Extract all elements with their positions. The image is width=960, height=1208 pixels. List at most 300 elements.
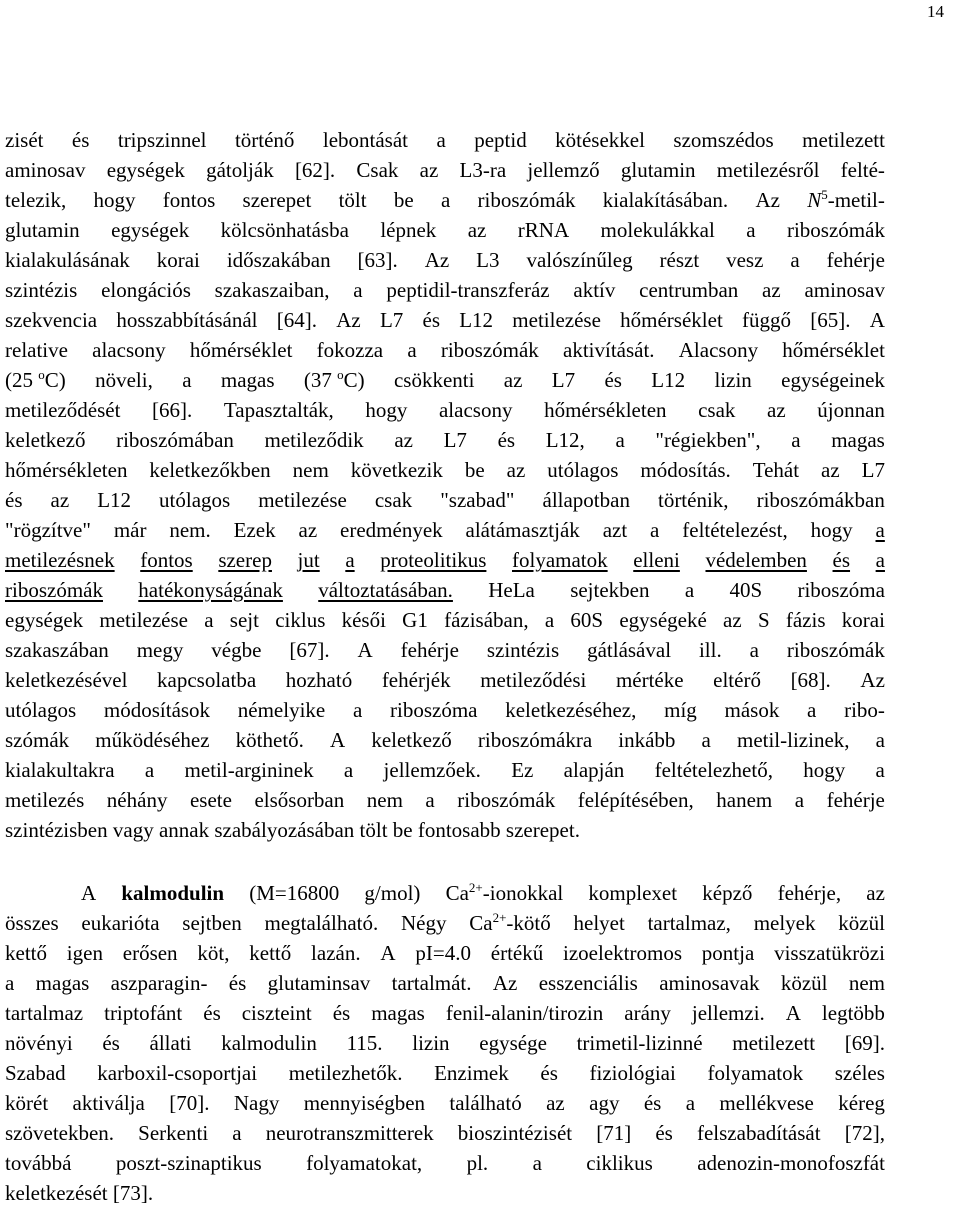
word: magas: [371, 1001, 425, 1025]
word: [72],: [844, 1121, 885, 1145]
word: alátámasztják: [465, 518, 580, 542]
text-line: [5, 968, 885, 998]
word: növeli,: [95, 368, 153, 392]
text-line: [5, 125, 885, 155]
word: peptid: [474, 128, 527, 152]
word: hosszabbításánál: [116, 308, 258, 332]
text-line: [5, 365, 885, 395]
word: és: [497, 428, 516, 452]
word: a: [232, 1121, 242, 1145]
word: fehérje,: [777, 881, 842, 905]
word: A: [869, 308, 885, 332]
word: a: [407, 338, 417, 362]
word: Az: [860, 668, 885, 692]
text-line: [5, 1088, 885, 1118]
word: hatékonyságának: [138, 578, 283, 602]
text-line: keletkezését [73].: [5, 1181, 154, 1205]
word: Az: [336, 308, 361, 332]
word: tartalmaz: [5, 1001, 84, 1025]
word: keletkező: [371, 728, 452, 752]
word: kialakulásának: [5, 248, 130, 272]
text-line: [5, 245, 885, 275]
word: jellemző: [527, 158, 600, 182]
word: végbe: [211, 638, 262, 662]
word: igen: [66, 941, 103, 965]
word: hanem: [716, 788, 773, 812]
word: 60S: [570, 608, 604, 632]
word: a: [345, 548, 355, 572]
word: poszt-szinaptikus: [115, 1151, 262, 1175]
word: hőmérséklet: [189, 338, 293, 362]
word: mellékvese: [719, 1091, 814, 1115]
word: a: [791, 428, 801, 452]
word: visszatükrözi: [774, 941, 885, 965]
word: nem.: [169, 518, 211, 542]
word: egységeké: [619, 608, 707, 632]
word: nem: [292, 458, 329, 482]
word: riboszómákra: [477, 728, 593, 752]
word: riboszóma: [390, 698, 478, 722]
text-line: [5, 755, 885, 785]
word: és: [540, 1061, 558, 1085]
text-line: [5, 425, 885, 455]
word: metilezése: [512, 308, 601, 332]
word: ill.: [698, 638, 722, 662]
word: és: [332, 1001, 351, 1025]
text-line: [5, 335, 885, 365]
word: aminosavak: [659, 971, 760, 995]
word: köthető.: [235, 728, 304, 752]
word: $Ca^{2+}$-ionokkal: [445, 880, 564, 905]
word: metileződési: [480, 668, 587, 692]
word: szerep: [218, 548, 272, 572]
word: a: [790, 248, 800, 272]
word: L12,: [545, 428, 585, 452]
word: fehérje: [400, 638, 459, 662]
word: inkább: [618, 728, 676, 752]
text-line: [5, 605, 885, 635]
word: fehérje: [826, 248, 885, 272]
word: mennyiségben: [303, 1091, 426, 1115]
word: A: [357, 638, 373, 662]
word: Ezek: [233, 518, 276, 542]
word: [70].: [169, 1091, 210, 1115]
word: riboszómákban: [756, 488, 885, 512]
word: az: [866, 881, 885, 905]
word: nem: [366, 788, 403, 812]
text-line: [5, 185, 885, 215]
word: magas: [220, 368, 275, 392]
word: megtalálható.: [264, 911, 379, 935]
text-line: [5, 395, 885, 425]
document-body: [5, 125, 885, 1208]
word: feltételezést,: [682, 518, 788, 542]
word: keletkezésével: [5, 668, 128, 692]
word: mások: [724, 698, 780, 722]
word: és: [102, 1031, 120, 1055]
word: aminosav: [804, 278, 885, 302]
word: azt: [602, 518, 628, 542]
word: (37 $^o$C): [303, 367, 365, 392]
word: L3: [476, 248, 500, 272]
word: sejt: [229, 608, 259, 632]
word: módosítások: [103, 698, 211, 722]
text-line: [5, 998, 885, 1028]
word: HeLa: [488, 578, 535, 602]
word: változtatásában.: [318, 578, 453, 602]
word: metilezésről: [716, 158, 820, 182]
word: az: [821, 458, 840, 482]
word: működéséhez: [95, 728, 210, 752]
word: glutaminsav: [267, 971, 371, 995]
word: gátolják: [206, 158, 274, 182]
word: alapján: [563, 758, 625, 782]
word: a: [182, 368, 192, 392]
word: magas: [831, 428, 885, 452]
word: a: [615, 428, 625, 452]
word: már: [113, 518, 147, 542]
word: folyamatok: [512, 548, 608, 572]
word: kalmodulin: [121, 881, 225, 905]
word: neurotranszmitterek: [265, 1121, 434, 1145]
word: aktív: [573, 278, 616, 302]
text-line: [5, 485, 885, 515]
word: utólagos: [159, 488, 231, 512]
word: függő: [742, 308, 792, 332]
word: a: [425, 788, 435, 812]
word: szintézis: [486, 638, 560, 662]
text-line: [5, 1148, 885, 1178]
word: állapotban: [542, 488, 630, 512]
word: kölcsönhatásba: [220, 218, 349, 242]
word: lebontását: [322, 128, 409, 152]
word: egysége: [479, 1031, 547, 1055]
text-line: [5, 275, 885, 305]
word: Szabad: [5, 1061, 66, 1085]
word: molekulákkal: [600, 218, 715, 242]
word: Alacsony: [678, 338, 759, 362]
word: ciszteint: [241, 1001, 312, 1025]
word: található: [449, 1091, 522, 1115]
word: fehérjék: [381, 668, 451, 692]
word: a: [749, 638, 759, 662]
word: folyamatok: [707, 1061, 804, 1085]
word: metilezése: [99, 608, 188, 632]
word: g/mol): [364, 881, 421, 905]
word: glutamin: [5, 218, 80, 242]
paragraph: [5, 125, 885, 845]
word: és: [228, 971, 247, 995]
word: L3-ra: [459, 158, 507, 182]
word: (25 $^o$C): [5, 367, 66, 392]
word: megy: [136, 638, 184, 662]
word: telezik,: [5, 188, 67, 212]
word: metileződését: [5, 398, 121, 422]
word: arány: [624, 1001, 671, 1025]
word: alacsony: [438, 398, 513, 422]
word: késői: [341, 608, 386, 632]
word: S: [757, 608, 770, 632]
word: a: [875, 518, 885, 542]
word: "rögzítve": [5, 518, 91, 542]
word: az: [762, 278, 781, 302]
word: jut: [297, 548, 320, 572]
word: szómák: [5, 728, 70, 752]
word: folyamatokat,: [306, 1151, 423, 1175]
word: A: [81, 881, 97, 905]
word: a: [685, 1091, 696, 1115]
word: felépítésében,: [577, 788, 694, 812]
word: helyet: [573, 911, 625, 935]
word: metilezés: [5, 788, 85, 812]
word: eredmények: [340, 518, 443, 542]
word: sejtben: [182, 911, 242, 935]
word: a: [746, 218, 756, 242]
word: a: [144, 758, 155, 782]
word: [62].: [294, 158, 336, 182]
word: L7: [551, 368, 576, 392]
word: és: [832, 548, 851, 572]
word: esete: [189, 788, 232, 812]
word: feltételezhető,: [654, 758, 773, 782]
word: karboxil-csoportjai: [97, 1061, 258, 1085]
word: aktiválja: [72, 1091, 145, 1115]
word: állati: [149, 1031, 192, 1055]
word: metilezhetők.: [288, 1061, 403, 1085]
word: komplexet: [588, 881, 678, 905]
word: kettő: [5, 941, 47, 965]
word: fázis: [785, 608, 826, 632]
word: tölt: [338, 188, 367, 212]
word: az: [298, 518, 318, 542]
word: és: [422, 308, 440, 332]
word: riboszómák: [786, 638, 885, 662]
word: triptofánt: [104, 1001, 183, 1025]
word: sejtekben: [570, 578, 650, 602]
word: L7: [379, 308, 404, 332]
word: a: [204, 608, 214, 632]
word: aktivítását.: [563, 338, 655, 362]
word: elsősorban: [254, 788, 345, 812]
word: [63].: [357, 248, 398, 272]
text-line: [5, 878, 885, 908]
word: 115.: [346, 1031, 383, 1055]
word: bioszintézisét: [457, 1121, 573, 1145]
word: időszakában: [226, 248, 331, 272]
word: az: [767, 398, 786, 422]
word: védelemben: [705, 548, 807, 572]
word: kettő: [249, 941, 292, 965]
word: Négy: [401, 911, 447, 935]
word: a: [875, 758, 885, 782]
word: felté-: [840, 158, 885, 182]
word: részt: [659, 248, 700, 272]
text-line: [5, 575, 885, 605]
word: riboszómák: [457, 788, 556, 812]
paragraph: [5, 878, 885, 1208]
word: a: [440, 188, 451, 212]
word: $N^5-metil-$: [807, 187, 885, 212]
word: történő: [234, 128, 295, 152]
word: [68].: [790, 668, 831, 692]
word: riboszóma: [797, 578, 885, 602]
text-line: [5, 785, 885, 815]
word: korai: [841, 608, 885, 632]
word: Enzimek: [434, 1061, 509, 1085]
word: peptidil-transzferáz: [386, 278, 550, 302]
word: növényi: [5, 1031, 73, 1055]
word: hőmérsékleten: [544, 398, 667, 422]
word: L12: [97, 488, 132, 512]
word: aminosav: [5, 158, 86, 182]
word: utólagos: [547, 458, 619, 482]
word: 40S: [729, 578, 763, 602]
word: legtöbb: [821, 1001, 885, 1025]
word: széles: [834, 1061, 885, 1085]
word: egységek: [5, 608, 84, 632]
text-line: [5, 938, 885, 968]
word: szerepet: [242, 188, 312, 212]
word: L7: [861, 458, 885, 482]
word: lizin: [412, 1031, 450, 1055]
word: be: [393, 188, 414, 212]
word: rRNA: [517, 218, 570, 242]
word: hozható: [285, 668, 353, 692]
word: izoelektromos: [563, 941, 682, 965]
word: szintézis: [5, 278, 78, 302]
word: relative: [5, 338, 68, 362]
word: újonnan: [817, 398, 885, 422]
word: és: [5, 488, 23, 512]
text-line: [5, 725, 885, 755]
word: az: [394, 428, 413, 452]
word: és: [655, 1121, 673, 1145]
word: a: [343, 758, 354, 782]
text-line: [5, 155, 885, 185]
word: pontja: [701, 941, 755, 965]
word: csökkenti: [393, 368, 475, 392]
word: szekvencia: [5, 308, 98, 332]
word: alacsony: [92, 338, 166, 362]
word: hogy: [365, 398, 408, 422]
word: metilezésnek: [5, 548, 115, 572]
word: Az: [492, 971, 518, 995]
word: hogy: [93, 188, 136, 212]
word: adenozin-monofoszfát: [697, 1151, 885, 1175]
text-line: [5, 695, 885, 725]
word: trimetil-lizinné: [576, 1031, 703, 1055]
word: kapcsolatba: [157, 668, 257, 692]
word: L7: [443, 428, 467, 452]
word: némelyike: [237, 698, 326, 722]
word: közül: [780, 971, 828, 995]
word: Csak: [356, 158, 399, 182]
word: lizin: [714, 368, 752, 392]
word: a: [650, 518, 660, 542]
word: hőmérséklet: [620, 308, 723, 332]
word: A: [330, 728, 346, 752]
word: köt,: [197, 941, 230, 965]
word: "szabad": [440, 488, 515, 512]
word: az: [50, 488, 70, 512]
text-line: [5, 305, 885, 335]
word: tripszinnel: [117, 128, 207, 152]
word: az: [723, 608, 742, 632]
word: erősen: [122, 941, 178, 965]
word: hőmérsékleten: [5, 458, 128, 482]
word: Tehát: [752, 458, 800, 482]
word: L12: [459, 308, 494, 332]
word: riboszómák: [786, 218, 885, 242]
text-line: [5, 545, 885, 575]
word: "régiekben",: [655, 428, 761, 452]
word: L12: [651, 368, 686, 392]
word: a: [701, 728, 711, 752]
word: metil-lizinek,: [736, 728, 850, 752]
word: míg: [664, 698, 697, 722]
word: következik: [350, 458, 443, 482]
word: módosítás.: [640, 458, 731, 482]
text-line: [5, 635, 885, 665]
word: esszenciális: [538, 971, 638, 995]
word: az: [546, 1091, 565, 1115]
word: [66].: [152, 398, 193, 422]
word: a: [684, 578, 695, 602]
word: magas: [35, 971, 90, 995]
word: lazán.: [311, 941, 361, 965]
word: korai: [156, 248, 200, 272]
word: keletkező: [5, 428, 86, 452]
word: riboszómák: [440, 338, 539, 362]
text-line: [5, 215, 885, 245]
word: továbbá: [5, 1151, 72, 1175]
word: közül: [838, 911, 885, 935]
word: aszparagin-: [110, 971, 208, 995]
text-line: [5, 665, 885, 695]
word: proteolitikus: [380, 548, 487, 572]
word: a: [436, 128, 446, 152]
word: Serkenti: [138, 1121, 209, 1145]
word: [64].: [276, 308, 317, 332]
word: tartalmát.: [391, 971, 472, 995]
word: valószínűleg: [526, 248, 633, 272]
word: fontos: [140, 548, 193, 572]
word: a: [544, 608, 555, 632]
page-number: 14: [927, 2, 944, 21]
word: (M=16800: [249, 881, 340, 905]
word: [71]: [596, 1121, 632, 1145]
word: be: [464, 458, 485, 482]
text-line: [5, 1058, 885, 1088]
text-line: [5, 908, 885, 938]
text-line: [5, 455, 885, 485]
word: G1: [402, 608, 428, 632]
word: néhány: [106, 788, 168, 812]
word: kalmodulin: [221, 1031, 317, 1055]
word: metilezett: [732, 1031, 816, 1055]
word: Az: [424, 248, 450, 272]
word: pI=4.0: [415, 941, 471, 965]
word: egységeinek: [781, 368, 885, 392]
word: fenil-alanin/tirozin: [445, 1001, 604, 1025]
word: és: [71, 128, 90, 152]
word: metileződik: [264, 428, 364, 452]
word: körét: [5, 1091, 49, 1115]
word: utólagos: [5, 698, 77, 722]
word: az: [506, 458, 526, 482]
word: szakaszában: [5, 638, 109, 662]
word: $Ca^{2+}$-kötő: [469, 910, 551, 935]
